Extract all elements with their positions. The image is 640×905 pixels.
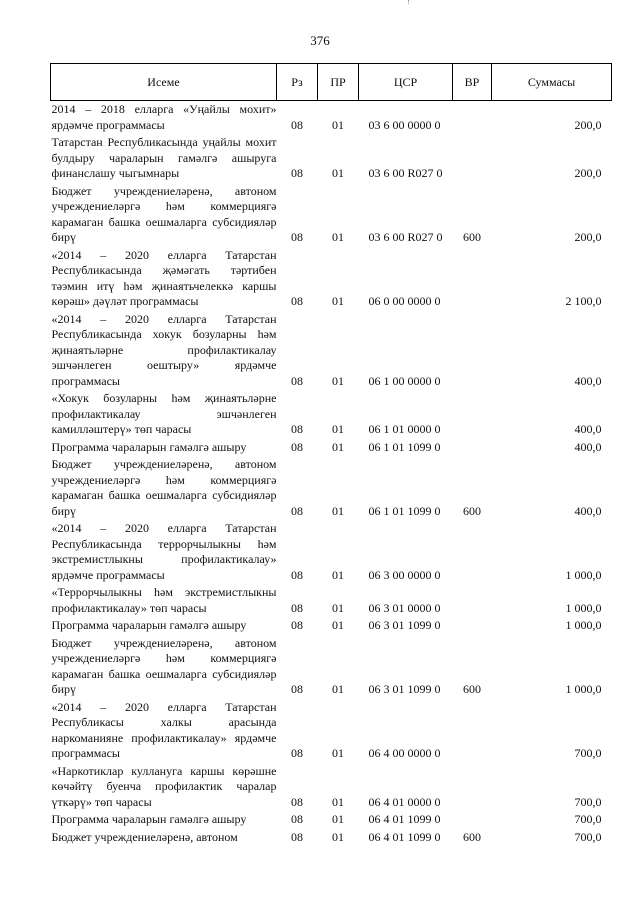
table-row	[51, 617, 612, 635]
table-row	[51, 763, 612, 812]
header-vr: ВР	[453, 64, 492, 101]
row-rz: 08	[291, 230, 303, 244]
row-vr	[453, 811, 492, 829]
row-name: Программа чараларын гамәлгә ашыру	[51, 618, 247, 632]
row-csr: 06 1 01 0000 0	[368, 422, 441, 436]
row-vr: 600	[463, 682, 481, 696]
row-sum: 400,0	[574, 373, 602, 388]
row-vr	[453, 520, 492, 584]
row-pr: 01	[332, 682, 344, 696]
row-csr: 06 1 01 1099 0	[368, 503, 441, 518]
row-vr	[453, 617, 492, 635]
row-rz: 08	[291, 829, 303, 844]
row-sum: 1 000,0	[565, 682, 602, 696]
row-csr: 06 1 01 1099 0	[368, 439, 441, 454]
row-pr: 01	[332, 812, 344, 826]
row-name: Бюджет учреждениеләренә, автоном	[51, 829, 238, 844]
table-row	[51, 635, 612, 699]
header-pr: ПР	[318, 64, 359, 101]
table-row	[51, 247, 612, 311]
row-csr: 03 6 00 R027 0	[368, 166, 443, 180]
row-csr: 06 1 00 0000 0	[368, 373, 441, 388]
row-name: «2014 – 2020 елларга Татарстан Республикасында хокук бозуларны һәм җинаятьләрне профилактикалау эшчәнлеген оештыру» ярдәмче программасы	[51, 311, 277, 388]
row-sum: 400,0	[574, 422, 602, 436]
row-rz: 08	[291, 439, 303, 454]
row-vr: 600	[463, 503, 481, 518]
row-rz: 08	[291, 567, 303, 582]
row-name: Бюджет учреждениеләренә, автоном учреждениеләргә һәм коммерциягә карамаган башка оешмаларга субсидияләр бирү	[51, 183, 277, 244]
header-name: Исеме	[51, 64, 277, 101]
row-csr: 06 4 01 1099 0	[368, 829, 441, 844]
row-sum: 1 000,0	[565, 600, 602, 615]
row-name: «2014 – 2020 елларга Татарстан Республикасында террорчылыкны һәм экстремистлыкны профилактикалау» ярдәмче программасы	[51, 521, 277, 582]
row-rz: 08	[291, 812, 303, 826]
table-row	[51, 439, 612, 457]
row-name: «Наркотиклар кулланугa каршы көрәшне көчәйтү буенча профилактик чаралар үткәрү» төп чарасы	[51, 763, 277, 809]
table-row	[51, 134, 612, 183]
row-sum: 700,0	[574, 812, 602, 826]
row-sum: 200,0	[574, 230, 602, 244]
row-rz: 08	[291, 166, 303, 180]
header-rz: Рз	[277, 64, 318, 101]
row-csr: 06 3 01 0000 0	[368, 600, 441, 615]
row-csr: 03 6 00 0000 0	[368, 117, 441, 132]
row-pr: 01	[332, 422, 344, 436]
row-vr: 600	[463, 829, 481, 844]
row-csr: 06 4 00 0000 0	[368, 746, 441, 760]
table-row	[51, 183, 612, 247]
row-csr: 06 3 01 1099 0	[368, 618, 441, 632]
scan-mark	[408, 0, 410, 4]
table-row	[51, 311, 612, 391]
row-rz: 08	[291, 117, 303, 132]
row-csr: 03 6 00 R027 0	[368, 230, 443, 244]
row-name: «Террорчылыкны һәм экстремистлыкны профилактикалау» төп чарасы	[51, 585, 277, 615]
row-vr	[453, 699, 492, 763]
row-rz: 08	[291, 294, 303, 308]
row-vr	[453, 311, 492, 391]
table-row	[51, 829, 612, 847]
table-body	[51, 101, 612, 847]
row-vr	[453, 763, 492, 812]
row-vr: 600	[463, 230, 481, 244]
row-pr: 01	[332, 794, 344, 809]
row-vr	[453, 101, 492, 135]
table-row	[51, 456, 612, 520]
row-rz: 08	[291, 503, 303, 518]
row-name: Программа чараларын гамәлгә ашыру	[51, 439, 247, 454]
table-row	[51, 520, 612, 584]
row-pr: 01	[332, 618, 344, 632]
row-pr: 01	[332, 600, 344, 615]
row-rz: 08	[291, 618, 303, 632]
row-name: «Хокук бозуларны һәм җинаятьләрне профилактикалау эшчәнлеген камилләштерү» төп чарасы	[51, 391, 277, 436]
row-pr: 01	[332, 373, 344, 388]
row-vr	[453, 584, 492, 617]
row-sum: 200,0	[574, 117, 602, 132]
row-pr: 01	[332, 567, 344, 582]
page-number: 376	[310, 33, 330, 48]
row-rz: 08	[291, 746, 303, 760]
row-name: Программа чараларын гамәлгә ашыру	[51, 812, 247, 826]
row-rz: 08	[291, 373, 303, 388]
row-name: «2014 – 2020 елларга Татарстан Республикасында җәмәгать тәртибен тәэмин итү һәм җинаятьчелеккә каршы көрәш» дәүләт программасы	[51, 247, 277, 308]
row-pr: 01	[332, 746, 344, 760]
row-pr: 01	[332, 230, 344, 244]
row-rz: 08	[291, 794, 303, 809]
row-name: Бюджет учреждениеләренә, автоном учреждениеләргә һәм коммерциягә карамаган башка оешмаларга субсидияләр бирү	[51, 457, 277, 518]
row-sum: 1 000,0	[565, 567, 602, 582]
row-name: «2014 – 2020 елларга Татарстан Республикасы халкы арасында наркоманияне профилактикалау» ярдәмче программасы	[51, 699, 277, 760]
header-sum: Суммасы	[492, 64, 612, 101]
row-pr: 01	[332, 439, 344, 454]
row-sum: 700,0	[574, 746, 602, 760]
row-rz: 08	[291, 600, 303, 615]
row-sum: 400,0	[574, 439, 602, 454]
row-sum: 2 100,0	[565, 294, 602, 308]
row-pr: 01	[332, 294, 344, 308]
row-vr	[453, 390, 492, 439]
row-name: 2014 – 2018 елларга «Уңайлы мохит» ярдәмче программасы	[51, 102, 277, 132]
row-sum: 700,0	[574, 829, 602, 844]
budget-table	[50, 63, 612, 846]
row-csr: 06 3 01 1099 0	[368, 682, 441, 696]
row-pr: 01	[332, 503, 344, 518]
row-name: Татарстан Республикасында уңайлы мохит булдыру чараларын гамәлгә ашыруга финанслашу чыгымнары	[51, 135, 277, 180]
row-sum: 1 000,0	[565, 618, 602, 632]
row-vr	[453, 439, 492, 457]
row-name: Бюджет учреждениеләренә, автоном учреждениеләргә һәм коммерциягә карамаган башка оешмаларга субсидияләр бирү	[51, 635, 277, 696]
row-sum: 700,0	[574, 794, 602, 809]
table-header-row	[51, 64, 612, 101]
row-rz: 08	[291, 682, 303, 696]
table-row	[51, 101, 612, 135]
row-sum: 200,0	[574, 166, 602, 180]
row-vr	[453, 134, 492, 183]
row-csr: 06 4 01 1099 0	[368, 812, 441, 826]
row-pr: 01	[332, 166, 344, 180]
table-row	[51, 811, 612, 829]
row-pr: 01	[332, 117, 344, 132]
table-row	[51, 584, 612, 617]
table-row	[51, 699, 612, 763]
row-rz: 08	[291, 422, 303, 436]
row-csr: 06 0 00 0000 0	[368, 294, 441, 308]
row-csr: 06 3 00 0000 0	[368, 567, 441, 582]
row-csr: 06 4 01 0000 0	[368, 794, 441, 809]
row-sum: 400,0	[574, 503, 602, 518]
row-pr: 01	[332, 829, 344, 844]
table-row	[51, 390, 612, 439]
row-vr	[453, 247, 492, 311]
header-csr: ЦСР	[359, 64, 453, 101]
